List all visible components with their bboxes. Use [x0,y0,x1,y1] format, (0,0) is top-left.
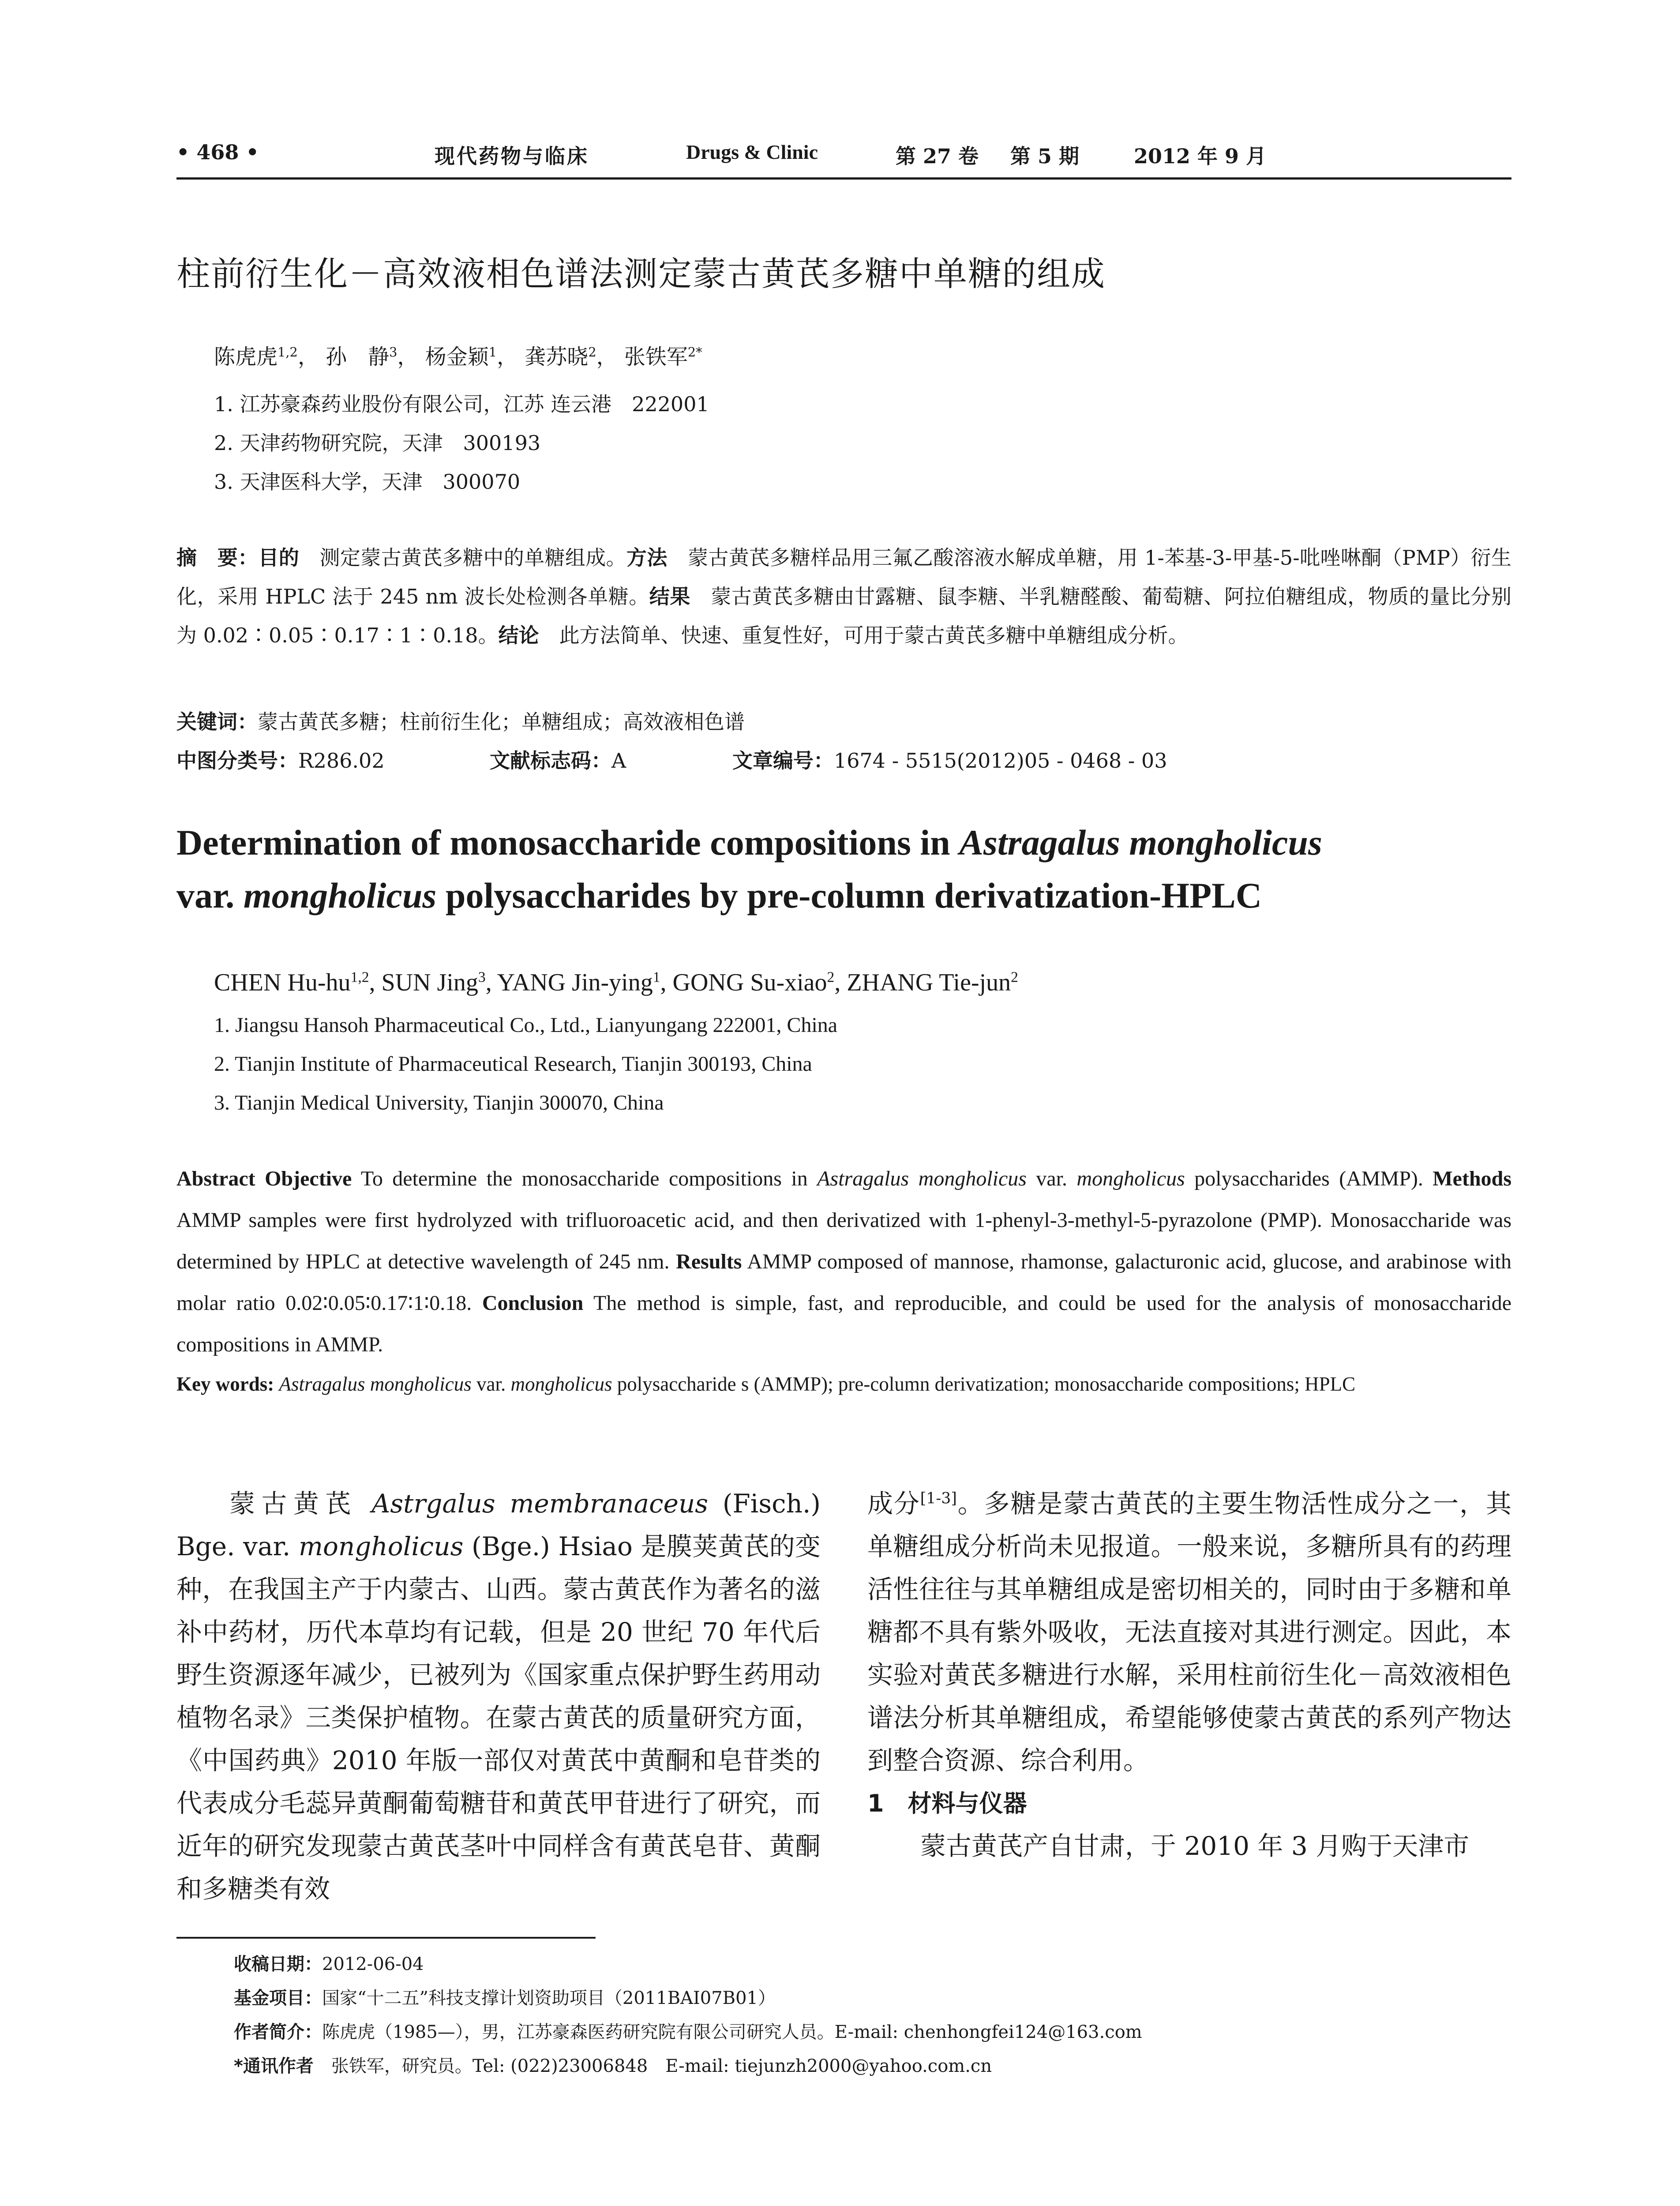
keywords-variety: mongholicus [510,1373,612,1395]
footnote-rule [176,1937,596,1939]
body-variety: mongholicus [299,1531,464,1561]
results-label: Results [676,1250,742,1273]
funding-label: 基金项目： [234,1988,322,2008]
author-affil-sup: 2 [827,969,835,986]
body-left-column [176,1482,821,1910]
results-text: 蒙古黄芪多糖由甘露糖、鼠李糖、半乳糖醛酸、葡萄糖、阿拉伯糖组成，物质的量比分别为 0.02∶0.05∶0.17∶1∶0.18。 [176,585,1512,647]
keywords-text: var. [471,1373,511,1395]
affiliation-en-2: 2. Tianjin Institute of Pharmaceutical Research, Tianjin 300193, China [214,1052,812,1076]
objective-label: Objective [265,1167,352,1190]
received-label: 收稿日期： [234,1954,322,1974]
title-en-species: Astragalus mongholicus [959,822,1322,863]
author-affil-sup: 3 [389,345,398,360]
keywords-label: 关键词： [176,710,258,734]
keywords-text: polysaccharide s (AMMP); pre-column derivatization; monosaccharide compositions; HPLC [612,1373,1356,1395]
author-name: 龚苏晓 [525,345,589,369]
journal-date: 2012 年 9 月 [1134,144,1267,168]
corresponding-label: *通讯作者 [234,2056,314,2076]
footnote-funding [234,1984,776,2009]
footnote-author-bio [234,2018,1142,2043]
author-affil-sup: 1 [652,969,660,986]
body-species: Astrgalus membranaceus [371,1489,709,1519]
abstract-cn [176,538,1511,655]
author-affil-sup: 1 [488,345,497,360]
paper-title-en [176,816,1522,922]
author-name: CHEN Hu-hu [214,969,351,996]
body-text: 成分 [867,1489,920,1519]
title-en-text: Determination of monosaccharide compositions in [176,822,960,863]
header-rule [176,177,1511,180]
objective-text: 测定蒙古黄芪多糖中的单糖组成。 [299,546,626,570]
article-id-label: 文章编号： [732,749,834,773]
author-affil-sup: 2* [687,345,702,360]
keywords-label: Key words: [176,1373,274,1395]
affiliation-cn-1: 1. 江苏豪森药业股份有限公司，江苏 连云港 222001 [214,392,709,416]
title-en-text: polysaccharides by pre-column derivatization-HPLC [436,875,1262,915]
body-paragraph: 蒙古黄芪产自甘肃，于 2010 年 3 月购于天津市 [920,1831,1470,1861]
section-heading-1: 1 材料与仪器 [867,1790,1027,1817]
body-text: (Bge.) Hsiao 是膜荚黄芪的变种，在我国主产于内蒙古、山西。蒙古黄芪作为著名的滋补中药材，历代本草均有记载，但是 20 世纪 70 年代后野生资源逐年减少，已被列为《国家重点保护野生药用动植物名录》三类保护植物。在蒙古黄芪的质量研究方面，《中国药典》2010 年版一部仅对黄芪中黄酮和皂苷类的代表成分毛蕊异黄酮葡萄糖苷和黄芪甲苷进行了研究，而近年的研究发现蒙古黄芪茎叶中同样含有黄芪皂苷、黄酮和多糖类有效 [176,1531,821,1904]
authors-cn: 陈虎虎$^{1,2}$， 孙 静$^3$， 杨金颖$^1$， 龚苏晓$^2$， 张铁军$^{2*}$ [214,345,702,369]
doc-code-value: A [611,749,626,773]
abstract-label: 摘 要： [176,546,259,570]
citation-ref: [1-3] [920,1489,957,1508]
authors-en [214,968,1018,997]
objective-variety: mongholicus [1076,1167,1185,1190]
conclusion-text: 此方法简单、快速、重复性好，可用于蒙古黄芪多糖中单糖组成分析。 [539,623,1189,647]
methods-text: AMMP samples were first hydrolyzed with trifluoroacetic acid, and then derivatized with 1-phenyl-3-methyl-5-pyrazolone (PMP). Monosaccharide was determined by HPLC at detective wavelength of 245 nm. [176,1208,1511,1273]
journal-name-cn: 现代药物与临床 [435,144,589,168]
author-name: 张铁军 [624,345,688,369]
author-name: , GONG Su-xiao [660,969,827,996]
title-en-text: var. [176,875,244,915]
conclusion-text: The method is simple, fast, and reproducible, and could be used for the analysis of monosaccharide compositions in AMMP. [176,1291,1511,1356]
body-right-column [867,1482,1511,1868]
journal-volume: 第 27 卷 [896,144,979,168]
title-en-variety: mongholicus [243,875,437,915]
author-bio-label: 作者简介： [234,2022,322,2042]
affiliation-cn-2: 2. 天津药物研究院，天津 300193 [214,431,541,455]
body-text: 蒙古黄芪 [229,1489,372,1519]
abstract-en [176,1158,1511,1366]
paper-title-cn: 柱前衍生化－高效液相色谱法测定蒙古黄芪多糖中单糖的组成 [176,254,1106,293]
journal-name-en: Drugs & Clinic [686,141,818,163]
doc-code-label: 文献标志码： [490,749,611,773]
author-affil-sup: 1,2 [278,345,298,360]
methods-label: 方法 [626,546,668,570]
author-name: 杨金颖 [425,345,489,369]
body-paragraph [867,1482,1511,1782]
author-name: 陈虎虎 [214,345,278,369]
body-text: 。多糖是蒙古黄芪的主要生物活性成分之一，其单糖组成分析尚未见报道。一般来说，多糖所具有的药理活性往往与其单糖组成是密切相关的，同时由于多糖和单糖都不具有紫外吸收，无法直接对其进行测定。因此，本实验对黄芪多糖进行水解，采用柱前衍生化－高效液相色谱法分析其单糖组成，希望能够使蒙古黄芪的系列产物达到整合资源、综合利用。 [867,1489,1511,1775]
author-affil-sup: 3 [478,969,486,986]
objective-text: To determine the monosaccharide compositions in [352,1167,818,1190]
author-name: , YANG Jin-ying [485,969,653,996]
clc-number [176,745,385,774]
objective-label: 目的 [258,546,300,570]
objective-text: polysaccharides (AMMP). [1185,1167,1433,1190]
footnote-received [234,1950,424,1975]
affiliation-en-3: 3. Tianjin Medical University, Tianjin 300070, China [214,1091,664,1114]
author-affil-sup: 1,2 [350,969,369,986]
author-name: , SUN Jing [369,969,478,996]
clc-label: 中图分类号： [176,749,298,773]
objective-text: var. [1026,1167,1077,1190]
keywords-cn [176,706,745,735]
methods-label: Methods [1432,1167,1512,1190]
keywords-text: 蒙古黄芪多糖；柱前衍生化；单糖组成；高效液相色谱 [258,710,745,734]
clc-value: R286.02 [298,749,385,773]
abstract-label: Abstract [176,1167,255,1190]
methods-text: 蒙古黄芪多糖样品用三氟乙酸溶液水解成单糖，用 1-苯基-3-甲基-5-吡唑啉酮（PMP）衍生化，采用 HPLC 法于 245 nm 波长处检测各单糖。 [176,546,1512,608]
author-name: , ZHANG Tie-jun [834,969,1011,996]
funding-text: 国家“十二五”科技支撑计划资助项目（2011BAI07B01） [322,1988,776,2008]
document-code [490,745,626,774]
affiliation-en-1: 1. Jiangsu Hansoh Pharmaceutical Co., Ltd., Lianyungang 222001, China [214,1013,838,1037]
objective-species: Astragalus mongholicus [817,1167,1027,1190]
article-id-value: 1674 - 5515(2012)05 - 0468 - 03 [834,749,1167,773]
results-text: AMMP composed of mannose, rhamonse, galacturonic acid, glucose, and arabinose with molar ratio 0.02∶0.05∶0.17∶1∶0.18. [176,1250,1512,1315]
page-number: • 468 • [176,140,259,164]
author-name: 孙 静 [326,345,390,369]
received-date: 2012-06-04 [322,1954,424,1974]
journal-issue: 第 5 期 [1010,144,1080,168]
body-text: (Fisch.) Bge. var. [176,1489,821,1561]
conclusion-label: Conclusion [482,1291,584,1315]
keywords-species: Astragalus mongholicus [279,1373,472,1395]
author-affil-sup: 2 [1011,969,1018,986]
conclusion-label: 结论 [498,623,539,647]
results-label: 结果 [649,585,690,608]
keywords-en [176,1363,1511,1405]
article-id [732,745,1167,774]
author-affil-sup: 2 [588,345,596,360]
corresponding-text: 张铁军，研究员。Tel: (022)23006848 E-mail: tiejunzh2000@yahoo.com.cn [313,2056,992,2076]
footnote-corresponding [234,2052,992,2077]
affiliation-cn-3: 3. 天津医科大学，天津 300070 [214,470,521,494]
author-bio-text: 陈虎虎（1985—），男，江苏豪森医药研究院有限公司研究人员。E-mail: chenhongfei124@163.com [322,2022,1142,2042]
